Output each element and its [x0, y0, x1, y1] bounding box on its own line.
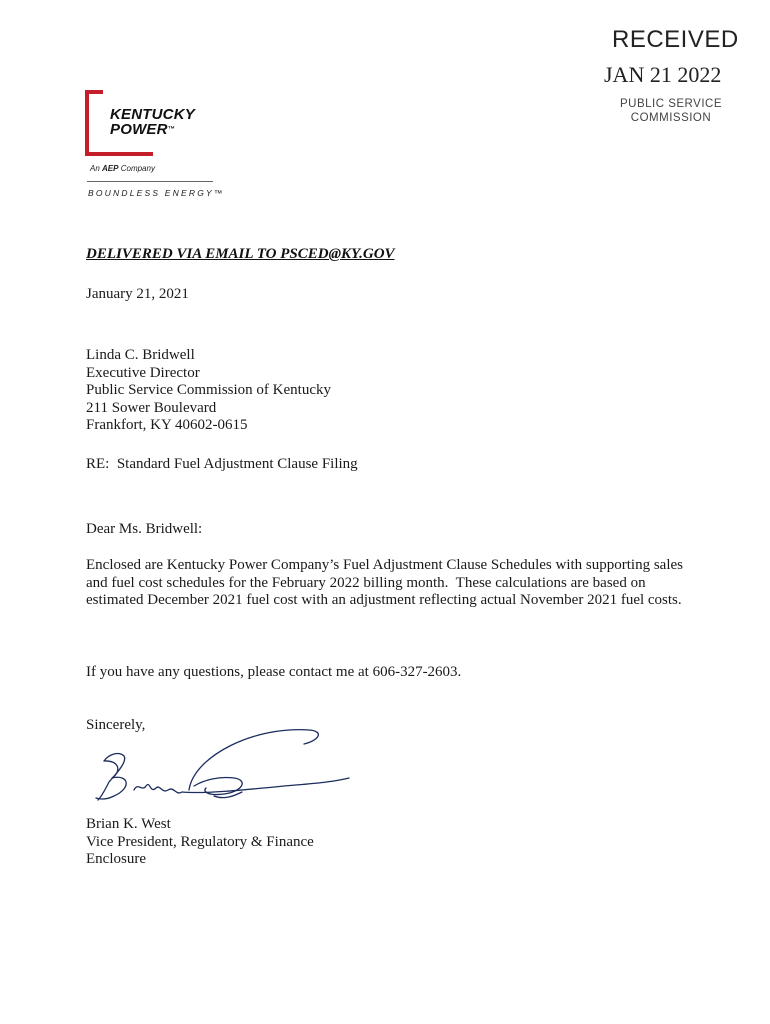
logo-divider — [87, 181, 213, 182]
received-stamp-org-line1: PUBLIC SERVICE — [619, 98, 722, 110]
signer-name: Brian K. West — [86, 816, 171, 832]
recipient-address — [86, 347, 331, 435]
recipient-name: Linda C. Bridwell — [86, 347, 195, 363]
subject-line: RE: Standard Fuel Adjustment Clause Filing — [86, 456, 358, 472]
body-paragraph-1: Enclosed are Kentucky Power Company’s Fuel Adjustment Clause Schedules with supporting sales and fuel cost schedules for the February 2022 billing month. These calculations are based on estimated December 2021 fuel cost with an adjustment reflecting actual November 2021 fuel costs. — [86, 557, 687, 608]
logo-trademark: ™ — [167, 126, 175, 133]
received-stamp-organization — [612, 97, 730, 125]
recipient-organization: Public Service Commission of Kentucky — [86, 382, 331, 398]
recipient-street: 211 Sower Boulevard — [86, 399, 217, 416]
logo-company-prefix: An — [90, 164, 100, 173]
logo-frame-bottom-bar — [85, 152, 153, 156]
logo-wordmark — [110, 107, 195, 137]
received-stamp-date: JAN 21 2022 — [604, 62, 722, 87]
logo-frame-left-bar — [85, 90, 89, 156]
delivery-method: DELIVERED VIA EMAIL TO PSCED@KY.GOV — [86, 246, 395, 262]
logo-parent-company — [90, 164, 155, 173]
signature-image — [84, 716, 354, 816]
logo-name-line1: KENTUCKY — [110, 106, 195, 123]
salutation: Dear Ms. Bridwell: — [86, 521, 203, 537]
logo-name-line2: POWER — [110, 121, 168, 138]
logo-tagline: BOUNDLESS ENERGY™ — [88, 188, 225, 198]
recipient-city-state-zip: Frankfort, KY 40602-0615 — [86, 417, 248, 433]
signer-title: Vice President, Regulatory & Finance — [86, 833, 314, 850]
letter-date: January 21, 2021 — [86, 286, 189, 302]
body-paragraph-2: If you have any questions, please contact me at 606-327-2603. — [86, 664, 462, 680]
received-stamp-org-line2: COMMISSION — [630, 112, 712, 124]
enclosure-note: Enclosure — [86, 851, 146, 867]
closing: Sincerely, — [86, 717, 146, 733]
received-stamp-label: RECEIVED — [612, 26, 739, 53]
logo-company-brand: AEP — [102, 164, 119, 173]
logo-company-suffix: Company — [120, 164, 155, 173]
recipient-title: Executive Director — [86, 364, 200, 381]
signer-block — [86, 816, 314, 869]
